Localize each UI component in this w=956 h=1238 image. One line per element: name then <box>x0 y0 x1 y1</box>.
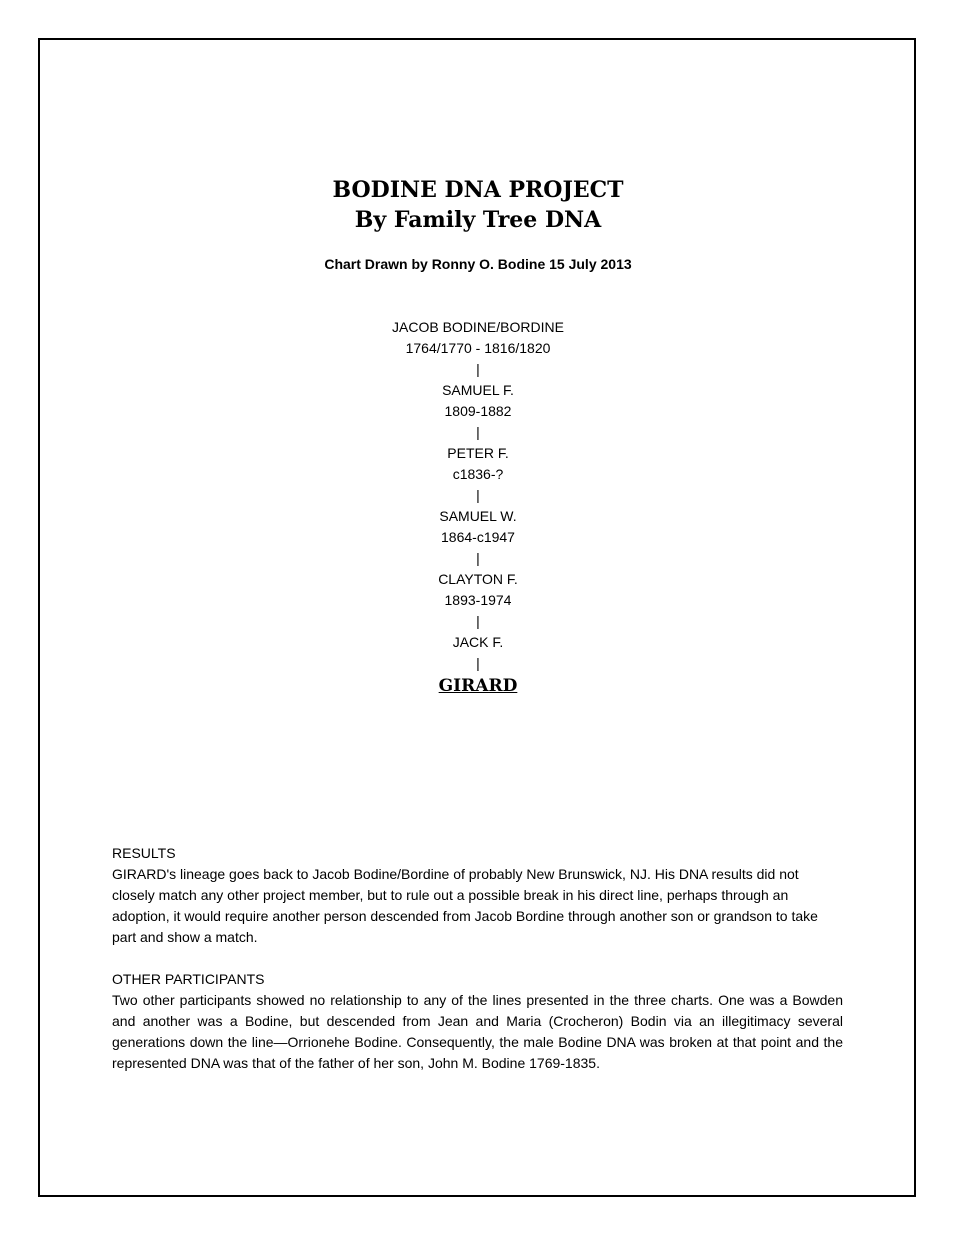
gen3-dates: c1836-? <box>452 466 504 482</box>
page-title <box>0 175 956 235</box>
connector: | <box>476 487 480 503</box>
results-section <box>112 843 843 948</box>
other-participants-section <box>112 969 843 1074</box>
gen1-name: JACOB BODINE/BORDINE <box>392 319 564 335</box>
gen4-name: SAMUEL W. <box>439 508 517 524</box>
other-participants-body: Two other participants showed no relationship to any of the lines presented in the three charts. One was a Bowden and another was a Bodine, but descended from Jean and Maria (Crocheron) Bodin via an illegitimacy several generations down the line—Orrionehe Bodine. Consequently, the male Bodine DNA was broken at that point and the represented DNA was that of the father of her son, John M. Bodine 1769-1835. <box>112 992 843 1071</box>
title-line-1: BODINE DNA PROJECT <box>332 177 624 203</box>
gen2-name: SAMUEL F. <box>442 382 514 398</box>
connector: | <box>476 550 480 566</box>
title-line-2: By Family Tree DNA <box>354 207 602 233</box>
chart-credit: Chart Drawn by Ronny O. Bodine 15 July 2013 <box>324 256 632 272</box>
connector: | <box>476 361 480 377</box>
other-participants-heading: OTHER PARTICIPANTS <box>112 971 265 987</box>
connector: | <box>476 424 480 440</box>
lineage-chart <box>0 317 956 698</box>
gen2-dates: 1809-1882 <box>444 403 512 419</box>
results-body: GIRARD's lineage goes back to Jacob Bodine/Bordine of probably New Brunswick, NJ. His DNA results did not closely match any other project member, but to rule out a possible break in his direct line, perhaps through an adoption, it would require another person descended from Jacob Bordine through another son or grandson to take part and show a match. <box>112 866 818 945</box>
results-heading: RESULTS <box>112 845 176 861</box>
gen5-dates: 1893-1974 <box>444 592 512 608</box>
gen1-dates: 1764/1770 - 1816/1820 <box>405 340 551 356</box>
gen4-dates: 1864-c1947 <box>441 529 515 545</box>
gen5-name: CLAYTON F. <box>438 571 518 587</box>
connector: | <box>476 613 480 629</box>
gen6-name: JACK F. <box>452 634 504 650</box>
participant-name: GIRARD <box>438 676 518 696</box>
gen3-name: PETER F. <box>447 445 509 461</box>
connector: | <box>476 655 480 671</box>
